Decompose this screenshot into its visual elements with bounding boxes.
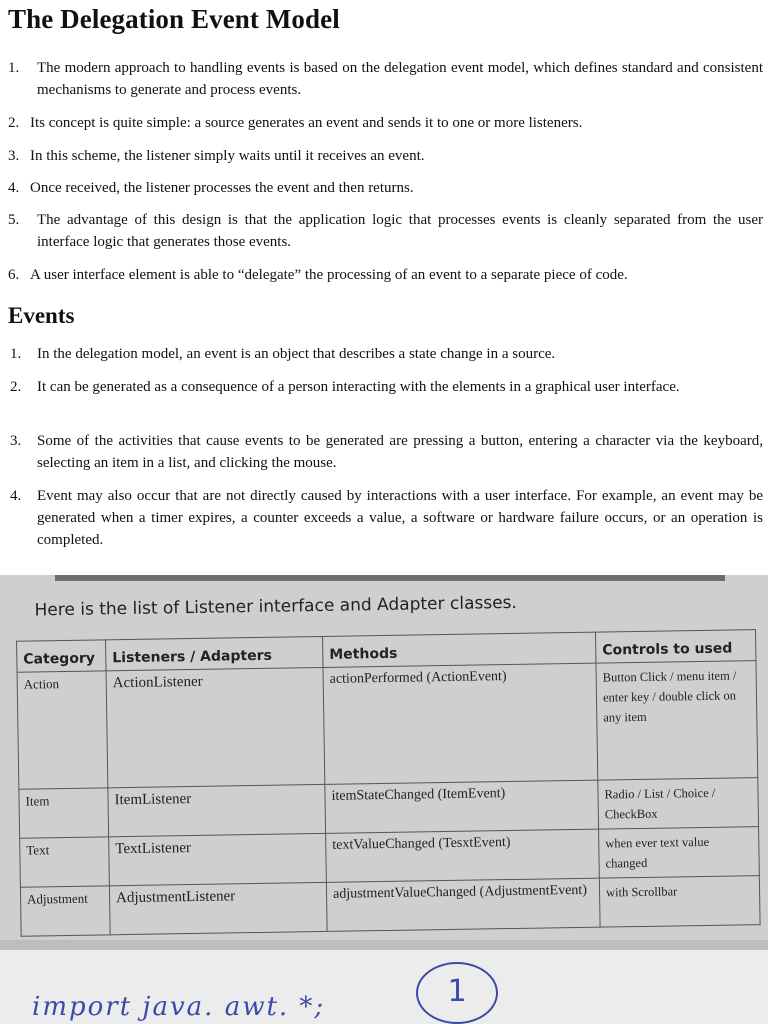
cell-category: Adjustment	[20, 886, 110, 936]
point-text: The modern approach to handling events is based on the delegation event model, which defines standard and consistent mechanisms to generate and process events.	[37, 60, 763, 98]
listener-table	[16, 629, 761, 937]
point-number: 4.	[8, 180, 20, 196]
point-text: A user interface element is able to “delegate” the processing of an event to a separate piece of code.	[30, 267, 628, 283]
header-methods: Methods	[323, 632, 596, 667]
point-number: 3.	[10, 433, 22, 449]
table-row	[20, 876, 760, 937]
events-point-1	[8, 343, 763, 365]
cell-controls: with Scrollbar	[599, 876, 760, 928]
table-caption: Here is the list of Listener interface and Adapter classes.	[34, 592, 518, 621]
cell-listener: ActionListener	[106, 667, 325, 787]
point-text: Once received, the listener processes the event and then returns.	[30, 180, 414, 196]
cell-listener: ItemListener	[108, 784, 326, 836]
point-text: The advantage of this design is that the application logic that processes events is cleanly separated from the user interface logic that generates those events.	[37, 212, 763, 250]
cell-category: Action	[17, 671, 108, 789]
events-point-3	[8, 430, 763, 474]
handwritten-note	[0, 950, 768, 1024]
photo-shadow	[0, 940, 768, 950]
circled-number: 1	[416, 962, 498, 1024]
events-point-2	[8, 376, 763, 398]
delegation-point-1	[8, 57, 763, 101]
delegation-point-6	[8, 264, 763, 286]
cell-method: actionPerformed (ActionEvent)	[323, 663, 598, 784]
point-number: 2.	[8, 115, 20, 131]
header-controls: Controls to used	[595, 630, 755, 664]
point-number: 1.	[10, 346, 22, 362]
cell-listener: AdjustmentListener	[109, 882, 327, 934]
delegation-point-4	[8, 177, 763, 199]
delegation-point-3	[8, 145, 763, 167]
header-category: Category	[17, 640, 106, 672]
delegation-point-5	[8, 209, 763, 253]
cell-controls: Button Click / menu item / enter key / double click on any item	[596, 661, 758, 780]
point-text: In the delegation model, an event is an object that describes a state change in a source.	[37, 346, 556, 362]
cell-controls: Radio / List / Choice / CheckBox	[598, 778, 759, 830]
table-row	[17, 661, 758, 790]
handwritten-code: import java. awt. *;	[32, 992, 326, 1022]
point-number: 5.	[8, 212, 20, 228]
book-photo	[0, 575, 768, 950]
events-heading: Events	[8, 303, 75, 328]
point-number: 4.	[10, 488, 22, 504]
point-text: It can be generated as a consequence of a person interacting with the elements in a graphical user interface.	[37, 379, 680, 395]
header-listeners: Listeners / Adapters	[106, 636, 323, 670]
point-number: 2.	[10, 379, 22, 395]
point-text: Its concept is quite simple: a source generates an event and sends it to one or more listeners.	[30, 115, 583, 131]
point-number: 1.	[8, 60, 20, 76]
point-number: 6.	[8, 267, 20, 283]
book-page	[0, 575, 768, 950]
page-title: The Delegation Event Model	[8, 4, 340, 34]
cell-method: itemStateChanged (ItemEvent)	[325, 780, 599, 833]
cell-category: Text	[20, 837, 110, 887]
cell-method: textValueChanged (TesxtEvent)	[326, 829, 600, 882]
cell-controls: when ever text value changed	[599, 827, 760, 879]
events-point-4	[8, 485, 763, 551]
delegation-point-2	[8, 112, 763, 134]
cell-method: adjustmentValueChanged (AdjustmentEvent)	[326, 878, 600, 931]
point-text: Event may also occur that are not directly caused by interactions with a user interface. For example, an event may be generated when a timer expires, a counter exceeds a value, a software or hardware failure occurs, or an operation is completed.	[37, 488, 763, 548]
cell-listener: TextListener	[109, 833, 327, 885]
point-text: In this scheme, the listener simply waits until it receives an event.	[30, 148, 425, 164]
point-number: 3.	[8, 148, 20, 164]
point-text: Some of the activities that cause events to be generated are pressing a button, entering a character via the keyboard, selecting an item in a list, and clicking the mouse.	[37, 433, 763, 471]
cell-category: Item	[19, 788, 109, 838]
